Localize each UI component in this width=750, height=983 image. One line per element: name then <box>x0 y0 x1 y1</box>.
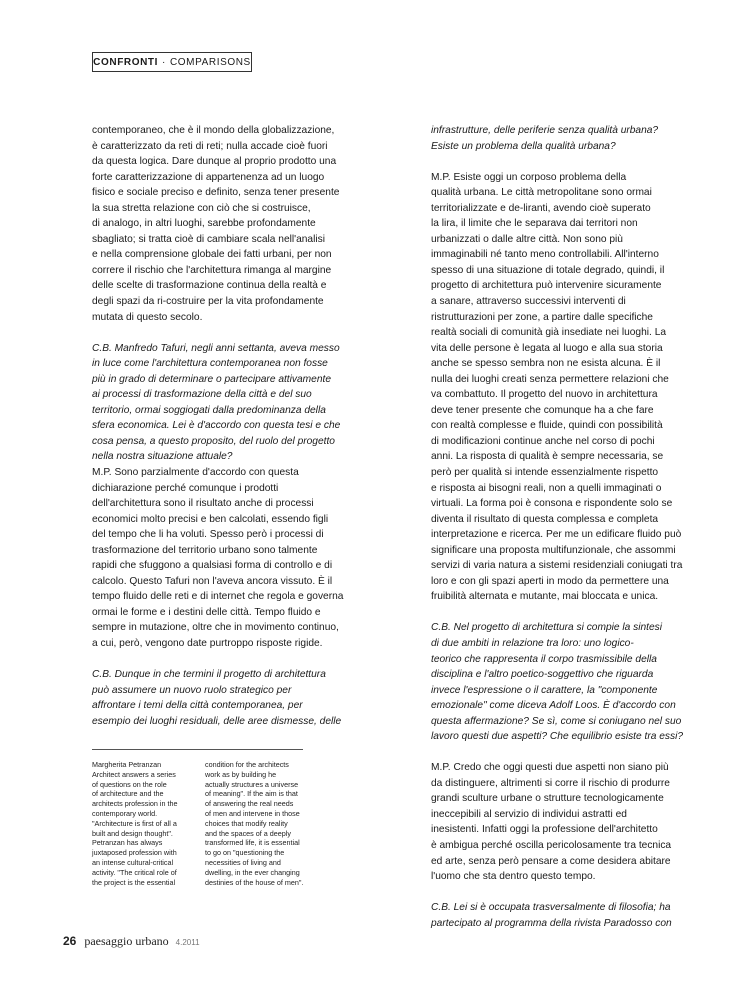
text-line: delle scelte di trasformazione continua della realtà e <box>92 280 327 292</box>
text-line: ed arte, senza però pensare a come desidera abitare <box>431 855 671 867</box>
text-line: realtà sociali di comunità già insediate nei luoghi. La <box>431 327 667 339</box>
abstract-line: contemporary world. <box>92 808 158 818</box>
interview-answer <box>92 465 344 652</box>
abstract-line: work as by building he <box>205 769 277 779</box>
text-line: ineccepibili al servizio di individui astratti ed <box>431 808 627 820</box>
section-title: CONFRONTI <box>93 56 159 68</box>
abstract-line: of answering the real needs <box>205 799 294 809</box>
text-line: C.B. Manfredo Tafuri, negli anni settanta, aveva messo <box>92 342 340 354</box>
text-line: l'uomo che sta dentro questo tempo. <box>431 871 596 883</box>
text-line: più in grado di determinare o partecipare attivamente <box>92 373 331 385</box>
text-line: a sanare, attraverso successivi interventi di <box>431 295 626 307</box>
text-line: urbanizzati o dalle altre città. Non sono più <box>431 233 623 245</box>
abstract-line: an intense cultural-critical <box>92 857 174 867</box>
english-abstract-column-2 <box>205 760 305 887</box>
text-line: rapidi che sfuggono a qualsiasi forma di controllo e di <box>92 560 333 572</box>
section-separator: · <box>162 56 166 68</box>
text-line: sempre in mutazione, oltre che in movimento continuo, <box>92 622 339 634</box>
section-subtitle: COMPARISONS <box>169 56 251 68</box>
abstract-line: "Architecture is first of all a <box>92 818 177 828</box>
text-line: correre il rischio che l'architettura rimanga al margine <box>92 264 332 276</box>
text-line: può assumere un nuovo ruolo strategico per <box>92 684 292 696</box>
issue-number: 4.2011 <box>175 938 200 947</box>
text-line: servizi di varia natura a sistemi residenziali coniugati tra <box>431 560 683 572</box>
text-line: ormai le forme e i destini delle città. Tempo fluido e <box>92 606 321 618</box>
text-line: significare una proposta multifunzionale, che assommi <box>431 544 676 556</box>
text-line: grandi sculture urbane o strutture tecnologicamente <box>431 793 664 805</box>
interview-answer <box>431 170 683 605</box>
text-line: diventa il risultato di questa complessa e completa <box>431 513 659 525</box>
abstract-line: actually structures a universe <box>205 779 299 789</box>
interview-question <box>431 620 684 744</box>
right-text-column <box>431 123 684 947</box>
text-line: del tempo che li ha voluti. Spesso però i processi di <box>92 529 324 541</box>
text-line: dichiarazione perché comunque i prodotti <box>92 482 279 494</box>
text-line: lavoro questi due aspetti? Che equilibrio esiste tra essi? <box>431 731 684 743</box>
text-line: infrastrutture, delle periferie senza qualità urbana? <box>431 125 659 136</box>
page-footer <box>63 932 200 950</box>
text-line: degli spazi da ri-costruire per la vita profondamente <box>92 296 324 308</box>
text-line: territorializzate e de-liranti, avendo cioè superato <box>431 202 651 214</box>
abstract-line: of men and intervene in those <box>205 808 300 818</box>
abstract-line: juxtaposed profession with <box>92 848 177 858</box>
text-line: immaginabili né tanto meno controllabili. All'interno <box>431 249 659 261</box>
text-line: economici molto precisi e ben calcolati, essendo figli <box>92 513 329 525</box>
text-line: è ambigua perché oscilla pericolosamente tra tecnica <box>431 840 672 852</box>
text-line: dell'architettura sono il risultato anche di processi <box>92 498 314 510</box>
text-line: fisico e sociale preciso e definito, senza tener presente <box>92 187 340 199</box>
abstract-line: choices that modify reality <box>205 818 288 828</box>
text-line: C.B. Lei si è occupata trasversalmente di filosofia; ha <box>431 902 671 914</box>
text-line: forte caratterizzazione di appartenenza ad un luogo <box>92 171 325 183</box>
text-line: spesso di una situazione di totale degrado, quindi, il <box>431 264 665 276</box>
abstract-line: Margherita Petranzan <box>92 760 162 769</box>
text-line: di analogo, in altri luoghi, sarebbe profondamente <box>92 218 316 230</box>
text-line: da questa logica. Dare dunque al proprio prodotto una <box>92 156 337 168</box>
text-line: emozionale" come diceva Adolf Loos. È d'accordo con <box>431 700 676 712</box>
text-line: invece l'espressione o il carattere, la "componente <box>431 684 658 696</box>
text-line: esempio dei luoghi residuali, delle aree dismesse, delle <box>92 715 342 727</box>
abstract-line: built and design thought". <box>92 828 173 838</box>
abstract-line: of meaning". If the aim is that <box>205 789 298 799</box>
section-header <box>92 52 252 72</box>
text-line: questa affermazione? Se sì, come si coniugano nel suo <box>431 715 682 727</box>
interview-answer <box>92 123 340 325</box>
text-line: deve tener presente che comunque ha a che fare <box>431 404 654 416</box>
text-line: a cui, però, vengono date purtroppo risposte rigide. <box>92 638 323 649</box>
text-line: interpretazione e ricerca. Per me un edificare fluido può <box>431 529 682 541</box>
abstract-line: activity. "The critical role of <box>92 867 177 877</box>
text-line: ai processi di trasformazione della città e del suo <box>92 389 312 401</box>
text-line: e risposta ai bisogni reali, non a quelli immaginati o <box>431 482 662 494</box>
interview-question <box>431 900 672 931</box>
text-line: qualità urbana. Le città metropolitane sono ormai <box>431 187 652 199</box>
abstract-line: to go on "questioning the <box>205 848 285 858</box>
interview-question <box>431 123 659 154</box>
magazine-title: paesaggio urbano <box>84 934 169 948</box>
abstract-line: destinies of the house of men". <box>205 877 304 887</box>
abstract-line: of questions on the role <box>92 779 167 789</box>
text-line: è caratterizzato da reti di reti; nulla accade cioè fuori <box>92 140 328 152</box>
text-line: calcolo. Questo Tafuri non l'aveva ancora vissuto. È il <box>92 575 333 587</box>
text-line: affrontare i temi della città contemporanea, per <box>92 700 303 712</box>
text-line: e nella comprensione globale dei fatti urbani, per non <box>92 249 332 261</box>
text-line: in luce come l'architettura contemporanea non fosse <box>92 358 328 370</box>
english-abstract-column-1 <box>92 760 192 887</box>
abstract-line: the project is the essential <box>92 877 176 887</box>
text-line: C.B. Dunque in che termini il progetto di architettura <box>92 669 326 681</box>
text-line: partecipato al programma della rivista Paradosso con <box>431 917 672 929</box>
abstract-line: dwelling, in the ever changing <box>205 867 300 877</box>
text-line: disciplina e l'altro poetico-soggettivo che riguarda <box>431 669 654 681</box>
abstract-line: Architect answers a series <box>92 769 176 779</box>
text-line: sbagliato; si tratta cioè di cambiare scala nell'analisi <box>92 233 325 245</box>
text-line: inesistenti. Infatti oggi la professione dell'architetto <box>431 824 658 836</box>
text-line: la lira, il limite che le separava dai territori non <box>431 218 638 230</box>
text-line: C.B. Nel progetto di architettura si compie la sintesi <box>431 622 663 634</box>
text-line: di due ambiti in relazione tra loro: uno logico- <box>431 637 634 649</box>
abstract-line: transformed life, it is essential <box>205 838 300 848</box>
text-line: M.P. Esiste oggi un corposo problema della <box>431 171 627 183</box>
text-line: ristrutturazioni per zone, a partire dalle specifiche <box>431 311 653 323</box>
text-line: trasformazione del territorio urbano sono talmente <box>92 544 318 556</box>
text-line: tempo fluido delle reti e di internet che regola e governa <box>92 591 344 603</box>
text-line: virtuali. La forma poi è consona e rispondente solo se <box>431 498 673 510</box>
abstract-line: condition for the architects <box>205 760 289 769</box>
text-line: la sua stretta relazione con ciò che si costruisce, <box>92 202 311 214</box>
interview-answer <box>431 760 672 884</box>
text-line: con realtà complesse e fluide, quindi con possibilità <box>431 420 663 432</box>
text-line: nella nostra situazione attuale? <box>92 451 233 463</box>
text-line: da distinguere, altrimenti si corre il rischio di produrre <box>431 777 670 789</box>
text-line: di modificazioni continue anche nel corso di pochi <box>431 435 655 447</box>
abstract-line: necessities of living and <box>205 857 281 867</box>
text-line: anni. La risposta di qualità è sempre necessaria, se <box>431 451 664 463</box>
text-line: fruibilità alternata e mutante, mai bloccata e unica. <box>431 591 659 603</box>
interview-question <box>92 667 342 729</box>
text-line: mutata di questo secolo. <box>92 311 203 323</box>
interview-question <box>92 341 341 465</box>
page-number: 26 <box>63 934 77 948</box>
abstract-line: and the spaces of a deeply <box>205 828 291 838</box>
text-line: M.P. Credo che oggi questi due aspetti non siano più <box>431 762 669 774</box>
text-line: cosa pensa, a questo proposito, del ruolo del progetto <box>92 435 335 447</box>
text-line: contemporaneo, che è il mondo della globalizzazione, <box>92 125 335 136</box>
text-line: Esiste un problema della qualità urbana? <box>431 140 616 152</box>
text-line: nulla dei luoghi creati senza permettere relazioni che <box>431 373 669 385</box>
text-line: M.P. Sono parzialmente d'accordo con questa <box>92 466 299 478</box>
text-line: va combattuto. Il progetto del nuovo in architettura <box>431 389 658 401</box>
text-line: progetto di architettura può intervenire sicuramente <box>431 280 662 292</box>
text-line: vita delle persone è legata al luogo e alla sua storia <box>431 342 663 354</box>
text-line: loro e con gli spazi aperti in modo da permettere una <box>431 575 669 587</box>
abstract-line: architects profession in the <box>92 799 178 809</box>
text-line: teorico che rappresenta il corpo trasmissibile della <box>431 653 657 665</box>
abstract-line: of architecture and the <box>92 789 164 799</box>
text-line: anche se spesso sembra non ne esista alcuna. È il <box>431 358 661 370</box>
text-line: però per qualità si intende essenzialmente rispetto <box>431 466 659 478</box>
left-text-column <box>92 123 344 745</box>
text-line: sfera economica. Lei è d'accordo con questa tesi e che <box>92 420 341 432</box>
text-line: territorio, ormai soggiogati dalla predominanza della <box>92 404 326 416</box>
abstract-line: Petranzan has always <box>92 838 163 848</box>
abstract-divider <box>92 749 303 750</box>
